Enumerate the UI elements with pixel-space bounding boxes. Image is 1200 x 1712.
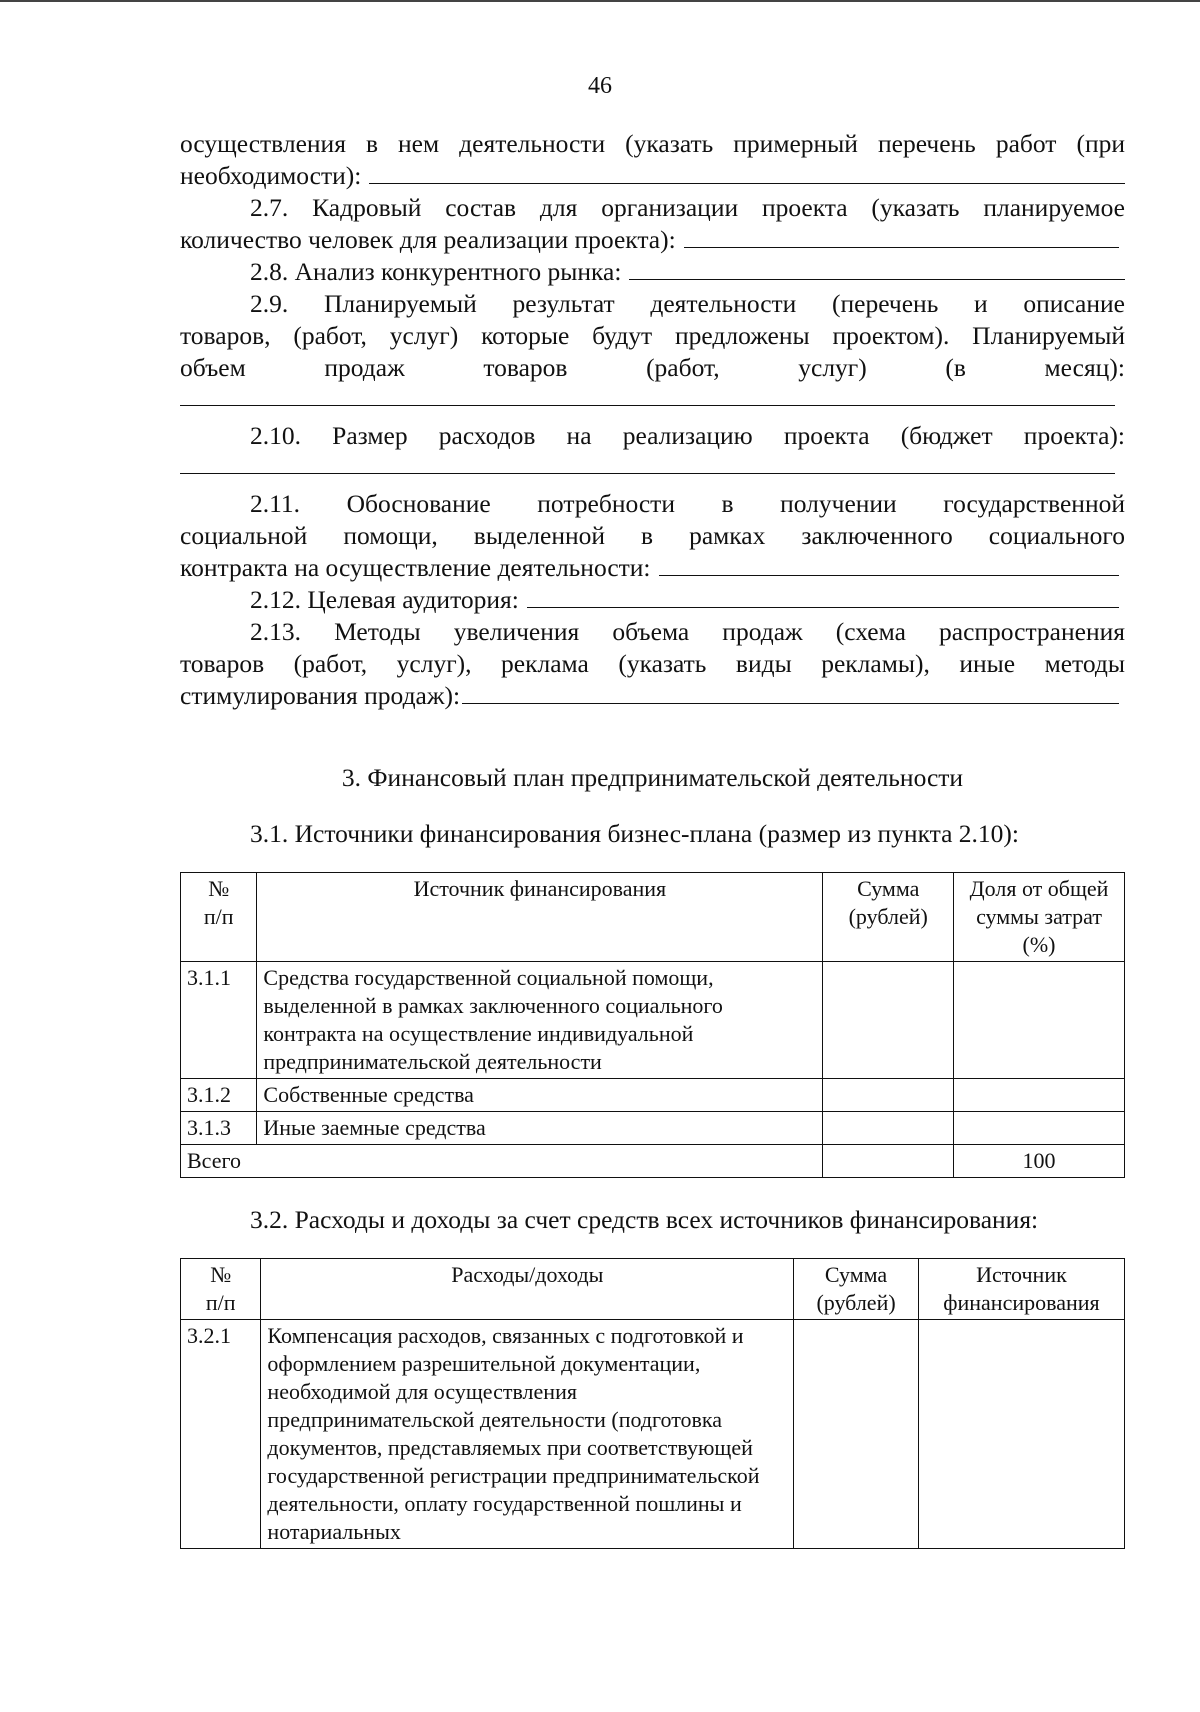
table-row bbox=[181, 962, 1125, 1079]
item-2-13-line3 bbox=[180, 680, 1125, 712]
col-header-sum: Сумма (рублей) bbox=[823, 873, 954, 962]
row-share-cell[interactable] bbox=[954, 962, 1125, 1079]
section-3-title: 3. Финансовый план предпринимательской деятельности bbox=[341, 763, 964, 792]
total-sum-cell[interactable] bbox=[823, 1145, 954, 1178]
expenses-income-table bbox=[180, 1258, 1125, 1549]
subsection-3-2-title: 3.2. Расходы и доходы за счет средств всех источников финансирования: bbox=[250, 1205, 1039, 1234]
row-share-cell[interactable] bbox=[954, 1112, 1125, 1145]
item-2-8-fill-line[interactable] bbox=[629, 257, 1125, 280]
table-header-row bbox=[181, 1259, 1125, 1320]
row-share-cell[interactable] bbox=[954, 1079, 1125, 1112]
item-2-7-line2 bbox=[180, 224, 1125, 256]
item-2-12 bbox=[180, 584, 1125, 616]
item-2-11-line2: социальной помощи, выделенной в рамках заключенного социального bbox=[180, 521, 1125, 550]
row-sum-cell[interactable] bbox=[823, 962, 954, 1079]
row-sum-cell[interactable] bbox=[823, 1112, 954, 1145]
item-2-11-line1: 2.11. Обоснование потребности в получении государственной bbox=[250, 489, 1125, 518]
paragraph-continuation-line1: осуществления в нем деятельности (указать примерный перечень работ (при bbox=[180, 129, 1125, 158]
subsection-3-1-title: 3.1. Источники финансирования бизнес-плана (размер из пункта 2.10): bbox=[250, 819, 1019, 848]
table-row bbox=[181, 1112, 1125, 1145]
item-2-9-line1: 2.9. Планируемый результат деятельности (перечень и описание bbox=[250, 289, 1125, 318]
item-2-8-label: 2.8. Анализ конкурентного рынка: bbox=[250, 257, 622, 286]
item-2-12-label: 2.12. Целевая аудитория: bbox=[250, 585, 519, 614]
item-2-8 bbox=[180, 256, 1125, 288]
row-num: 3.1.2 bbox=[181, 1079, 257, 1112]
item-2-10-blank-line[interactable] bbox=[180, 452, 1125, 484]
continuation-fill-line[interactable] bbox=[369, 161, 1125, 184]
table-row bbox=[181, 1320, 1125, 1549]
col-header-sum: Сумма (рублей) bbox=[794, 1259, 919, 1320]
item-2-7-label: количество человек для реализации проекта): bbox=[180, 225, 676, 254]
table-total-row bbox=[181, 1145, 1125, 1178]
word: продаж bbox=[324, 353, 405, 382]
paragraph-continuation-line2 bbox=[180, 160, 1125, 192]
col-header-num: № п/п bbox=[181, 1259, 261, 1320]
row-text: Собственные средства bbox=[257, 1079, 823, 1112]
word: (работ, bbox=[646, 353, 720, 382]
row-sum-cell[interactable] bbox=[794, 1320, 919, 1549]
word: услуг) bbox=[798, 353, 867, 382]
item-2-7-fill-line[interactable] bbox=[684, 225, 1119, 248]
total-label: Всего bbox=[181, 1145, 823, 1178]
item-2-7-line1: 2.7. Кадровый состав для организации проекта (указать планируемое bbox=[250, 193, 1125, 222]
table-header-row bbox=[181, 873, 1125, 962]
continuation-label: необходимости): bbox=[180, 161, 362, 190]
item-2-13-label: стимулирования продаж): bbox=[180, 681, 461, 710]
row-text: Иные заемные средства bbox=[257, 1112, 823, 1145]
col-header-source: Источник финансирования bbox=[257, 873, 823, 962]
financing-sources-table bbox=[180, 872, 1125, 1178]
row-text: Средства государственной социальной помощи, выделенной в рамках заключенного социального контракта на осуществление индивидуальной предпринимательской деятельности bbox=[257, 962, 823, 1079]
item-2-11-label: контракта на осуществление деятельности: bbox=[180, 553, 651, 582]
word: объем bbox=[180, 353, 246, 382]
total-share: 100 bbox=[954, 1145, 1125, 1178]
item-2-13-fill-line[interactable] bbox=[462, 681, 1119, 704]
item-2-13-line1: 2.13. Методы увеличения объема продаж (схема распространения bbox=[250, 617, 1125, 646]
table-row bbox=[181, 1079, 1125, 1112]
word: (в bbox=[945, 353, 966, 382]
col-header-share: Доля от общей суммы затрат (%) bbox=[954, 873, 1125, 962]
row-num: 3.1.3 bbox=[181, 1112, 257, 1145]
col-header-source: Источник финансирования bbox=[918, 1259, 1124, 1320]
item-2-11-line3 bbox=[180, 552, 1125, 584]
page-number: 46 bbox=[588, 73, 612, 99]
item-2-12-fill-line[interactable] bbox=[527, 585, 1119, 608]
word: товаров bbox=[483, 353, 568, 382]
item-2-10: 2.10. Размер расходов на реализацию проекта (бюджет проекта): bbox=[250, 421, 1125, 450]
row-num: 3.2.1 bbox=[181, 1320, 261, 1549]
item-2-9-blank-line[interactable] bbox=[180, 384, 1125, 416]
item-2-9-line2: товаров, (работ, услуг) которые будут предложены проектом). Планируемый bbox=[180, 321, 1125, 350]
item-2-9-line3 bbox=[180, 352, 1125, 384]
row-source-cell[interactable] bbox=[918, 1320, 1124, 1549]
top-border-line bbox=[0, 0, 1200, 2]
col-header-num: № п/п bbox=[181, 873, 257, 962]
item-2-13-line2: товаров (работ, услуг), реклама (указать виды рекламы), иные методы bbox=[180, 649, 1125, 678]
word: месяц): bbox=[1044, 353, 1125, 382]
document-body bbox=[180, 128, 1125, 1549]
row-num: 3.1.1 bbox=[181, 962, 257, 1079]
col-header-expenses: Расходы/доходы bbox=[261, 1259, 794, 1320]
row-text: Компенсация расходов, связанных с подготовкой и оформлением разрешительной документации, необходимой для осуществления предпринимательской деятельности (подготовка документов, представляемых при соответствующей государственной регистрации предпринимательской деятельности, оплату государственной пошлины и нотариальных bbox=[261, 1320, 794, 1549]
row-sum-cell[interactable] bbox=[823, 1079, 954, 1112]
item-2-11-fill-line[interactable] bbox=[659, 553, 1119, 576]
